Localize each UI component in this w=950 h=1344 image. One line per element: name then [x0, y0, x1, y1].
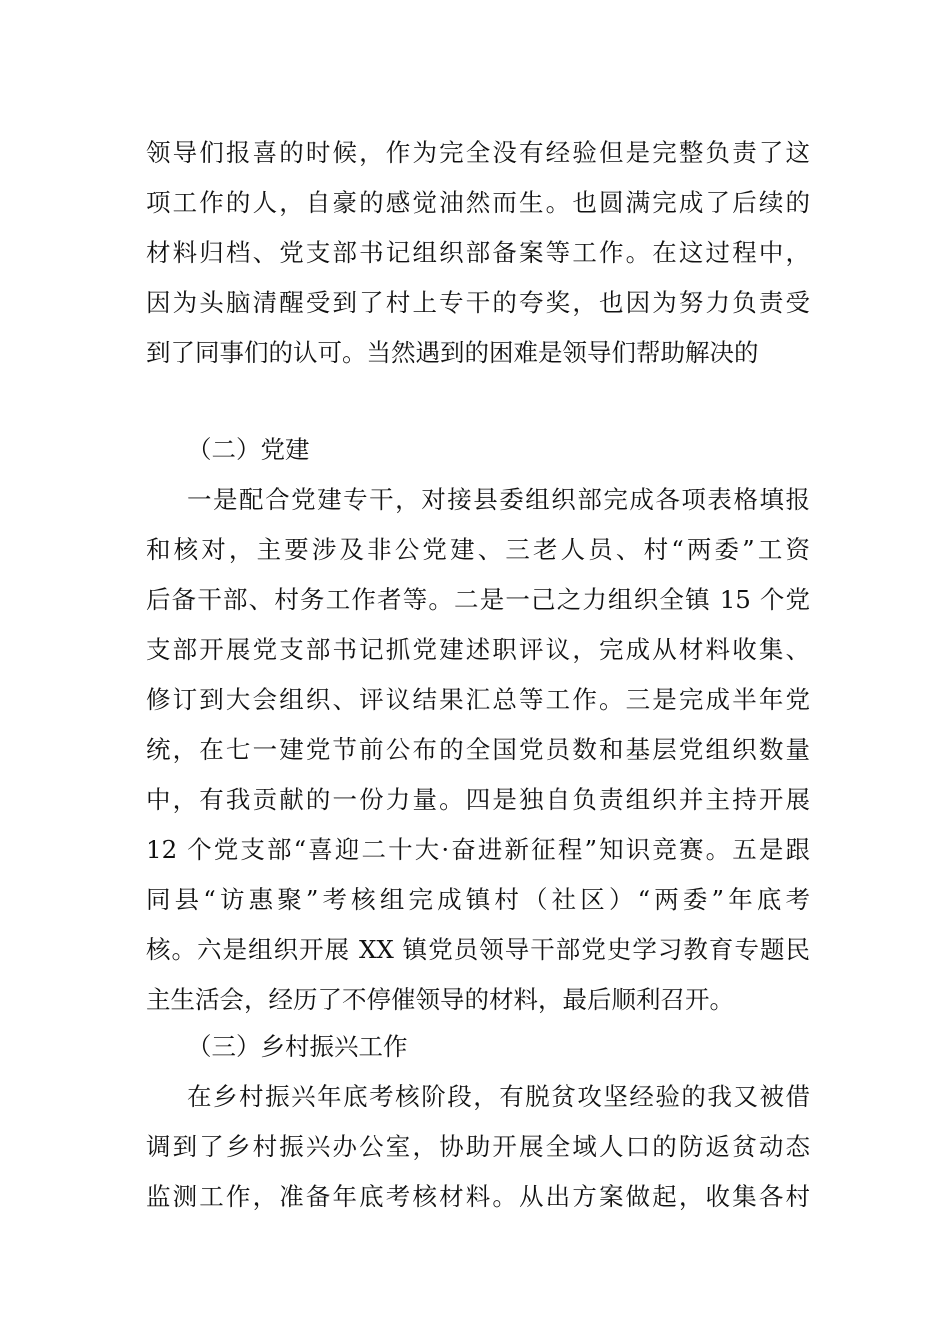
paragraph-line: 后备干部、村务工作者等。二是一己之力组织全镇 15 个党 — [146, 585, 810, 614]
paragraph-line: 统，在七一建党节前公布的全国党员数和基层党组织数量 — [146, 735, 810, 764]
paragraph-line: 调到了乡村振兴办公室，协助开展全域人口的防返贫动态 — [146, 1132, 810, 1161]
paragraph-line: 到了同事们的认可。当然遇到的困难是领导们帮助解决的 — [146, 338, 759, 367]
paragraph-line: 领导们报喜的时候，作为完全没有经验但是完整负责了这 — [146, 138, 810, 167]
paragraph-line: 监测工作，准备年底考核材料。从出方案做起，收集各村 — [146, 1182, 810, 1211]
paragraph-line: 在乡村振兴年底考核阶段，有脱贫攻坚经验的我又被借 — [187, 1082, 810, 1111]
paragraph-line: 主生活会，经历了不停催领导的材料，最后顺利召开。 — [146, 985, 734, 1014]
paragraph-line: 项工作的人，自豪的感觉油然而生。也圆满完成了后续的 — [146, 188, 810, 217]
paragraph-line: 一是配合党建专干，对接县委组织部完成各项表格填报 — [187, 485, 810, 514]
paragraph-line: 和核对，主要涉及非公党建、三老人员、村“两委”工资 — [146, 535, 810, 564]
paragraph-line: 因为头脑清醒受到了村上专干的夸奖，也因为努力负责受 — [146, 288, 810, 317]
paragraph-line: 12 个党支部“喜迎二十大·奋进新征程”知识竞赛。五是跟 — [146, 835, 810, 864]
paragraph-line: 修订到大会组织、评议结果汇总等工作。三是完成半年党 — [146, 685, 810, 714]
section-heading-party-building: （二）党建 — [187, 435, 310, 464]
paragraph-line: 材料归档、党支部书记组织部备案等工作。在这过程中， — [146, 238, 810, 267]
paragraph-line: 同县“访惠聚”考核组完成镇村（社区）“两委”年底考 — [146, 885, 810, 914]
paragraph-line: 中，有我贡献的一份力量。四是独自负责组织并主持开展 — [146, 785, 810, 814]
section-heading-rural-revitalization: （三）乡村振兴工作 — [187, 1032, 408, 1061]
paragraph-line: 核。六是组织开展 XX 镇党员领导干部党史学习教育专题民 — [146, 935, 810, 964]
paragraph-line: 支部开展党支部书记抓党建述职评议，完成从材料收集、 — [146, 635, 810, 664]
